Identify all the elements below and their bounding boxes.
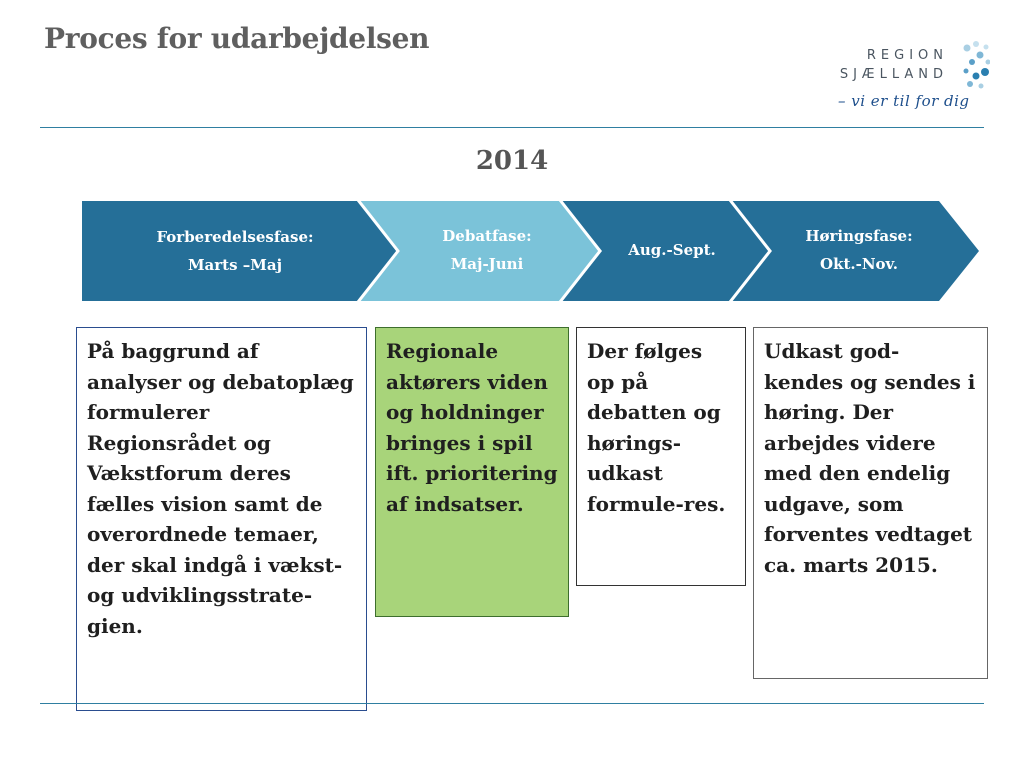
phase-label-4: [754, 222, 964, 278]
top-divider: [40, 127, 984, 128]
slide-title: Proces for udarbejdelsen: [44, 22, 430, 55]
bottom-divider: [40, 703, 984, 704]
phase-1-name: Forberedelsesfase:: [156, 228, 314, 246]
phase-label-2: [382, 222, 592, 278]
logo-text-sjaelland: SJÆLLAND: [839, 67, 948, 82]
phase-description-aug-sept: Der følges op på debatten og hørings-udkast formule-res.: [576, 327, 746, 586]
logo-tagline: – vi er til for dig: [838, 92, 970, 110]
phase-label-1: [82, 223, 388, 279]
phase-4-name: Høringsfase:: [805, 227, 913, 245]
phase-description-horing: Udkast god-kendes og sendes i høring. Der arbejdes videre med den endelig udgave, som forventes vedtaget ca. marts 2015.: [753, 327, 988, 679]
phase-2-name: Debatfase:: [442, 227, 532, 245]
region-sjaelland-logo: [820, 38, 990, 130]
phase-3-name: Aug.-Sept.: [628, 241, 716, 259]
phase-description-debat: Regionale aktørers viden og holdninger bringes i spil ift. prioritering af indsatser.: [375, 327, 569, 617]
phase-4-period: Okt.-Nov.: [820, 255, 898, 273]
phase-2-period: Maj-Juni: [450, 255, 524, 273]
logo-dots-icon: [950, 38, 990, 92]
phase-timeline: [82, 201, 982, 301]
phase-label-3: [587, 236, 757, 264]
logo-text-region: REGION: [866, 48, 948, 63]
phase-1-period: Marts –Maj: [187, 256, 283, 274]
year-heading: 2014: [475, 146, 549, 176]
phase-description-forberedelse: På baggrund af analyser og debatoplæg formulerer Regionsrådet og Vækstforum deres fælles vision samt de overordnede temaer, der skal indgå i vækst- og udviklingsstrate-gien.: [76, 327, 367, 711]
